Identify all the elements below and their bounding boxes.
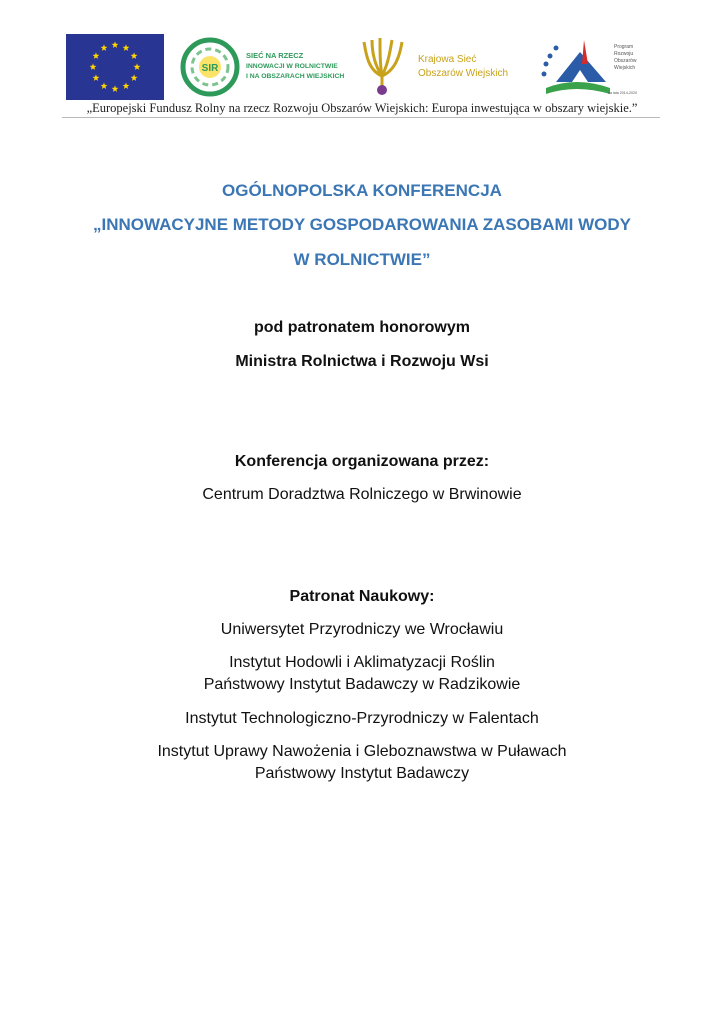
prow-text-line-3: Obszarów [614, 58, 637, 64]
header-divider [62, 117, 660, 118]
eu-flag-logo [66, 34, 164, 100]
prow-text-line-2: Rozwoju [614, 51, 634, 57]
siir-badge-text: SIR [201, 63, 219, 74]
ksow-logo [358, 34, 528, 100]
prow-text-line-4: Wiejskich [614, 65, 636, 71]
scientific-item-6: Państwowy Instytut Badawczy [254, 765, 470, 782]
scientific-heading: Patronat Naukowy: [289, 588, 435, 605]
title-line-1: OGÓLNOPOLSKA KONFERENCJA [222, 181, 502, 200]
organizer-name: Centrum Doradztwa Rolniczego w Brwinowie [202, 486, 522, 503]
prow-logo [536, 34, 638, 100]
siir-text-line-2: INNOWACJI W ROLNICTWIE [246, 63, 338, 70]
scientific-item-3: Państwowy Instytut Badawczy w Radzikowie [203, 676, 521, 693]
ksow-text-line-2: Obszarów Wiejskich [418, 68, 509, 79]
patronage-line-1: pod patronatem honorowym [254, 319, 470, 336]
title-line-2: „INNOWACYJNE METODY GOSPODAROWANIA ZASOBAMI WODY [92, 215, 632, 234]
ksow-text-line-1: Krajowa Sieć [418, 54, 477, 65]
scientific-item-5: Instytut Uprawy Nawożenia i Gleboznawstwa w Puławach [157, 743, 567, 760]
patronage-line-2: Ministra Rolnictwa i Rozwoju Wsi [235, 353, 489, 370]
prow-text-line-5: na lata 2014-2020 [608, 91, 637, 95]
motto: „Europejski Fundusz Rolny na rzecz Rozwoju Obszarów Wiejskich: Europa inwestująca w obszary wiejskie.” [86, 101, 638, 115]
logo-bar [66, 34, 638, 100]
siir-text-line-3: I NA OBSZARACH WIEJSKICH [246, 73, 345, 80]
scientific-item-4: Instytut Technologiczno-Przyrodniczy w Falentach [185, 710, 539, 727]
prow-text-line-1: Program [614, 44, 634, 50]
organizer-heading: Konferencja organizowana przez: [234, 453, 490, 470]
siir-text-line-1: SIEĆ NA RZECZ [246, 51, 304, 60]
siir-logo [178, 34, 366, 100]
scientific-item-2: Instytut Hodowli i Aklimatyzacji Roślin [229, 654, 495, 671]
scientific-item-1: Uniwersytet Przyrodniczy we Wrocławiu [220, 621, 504, 638]
title-line-3: W ROLNICTWIE” [293, 250, 431, 269]
